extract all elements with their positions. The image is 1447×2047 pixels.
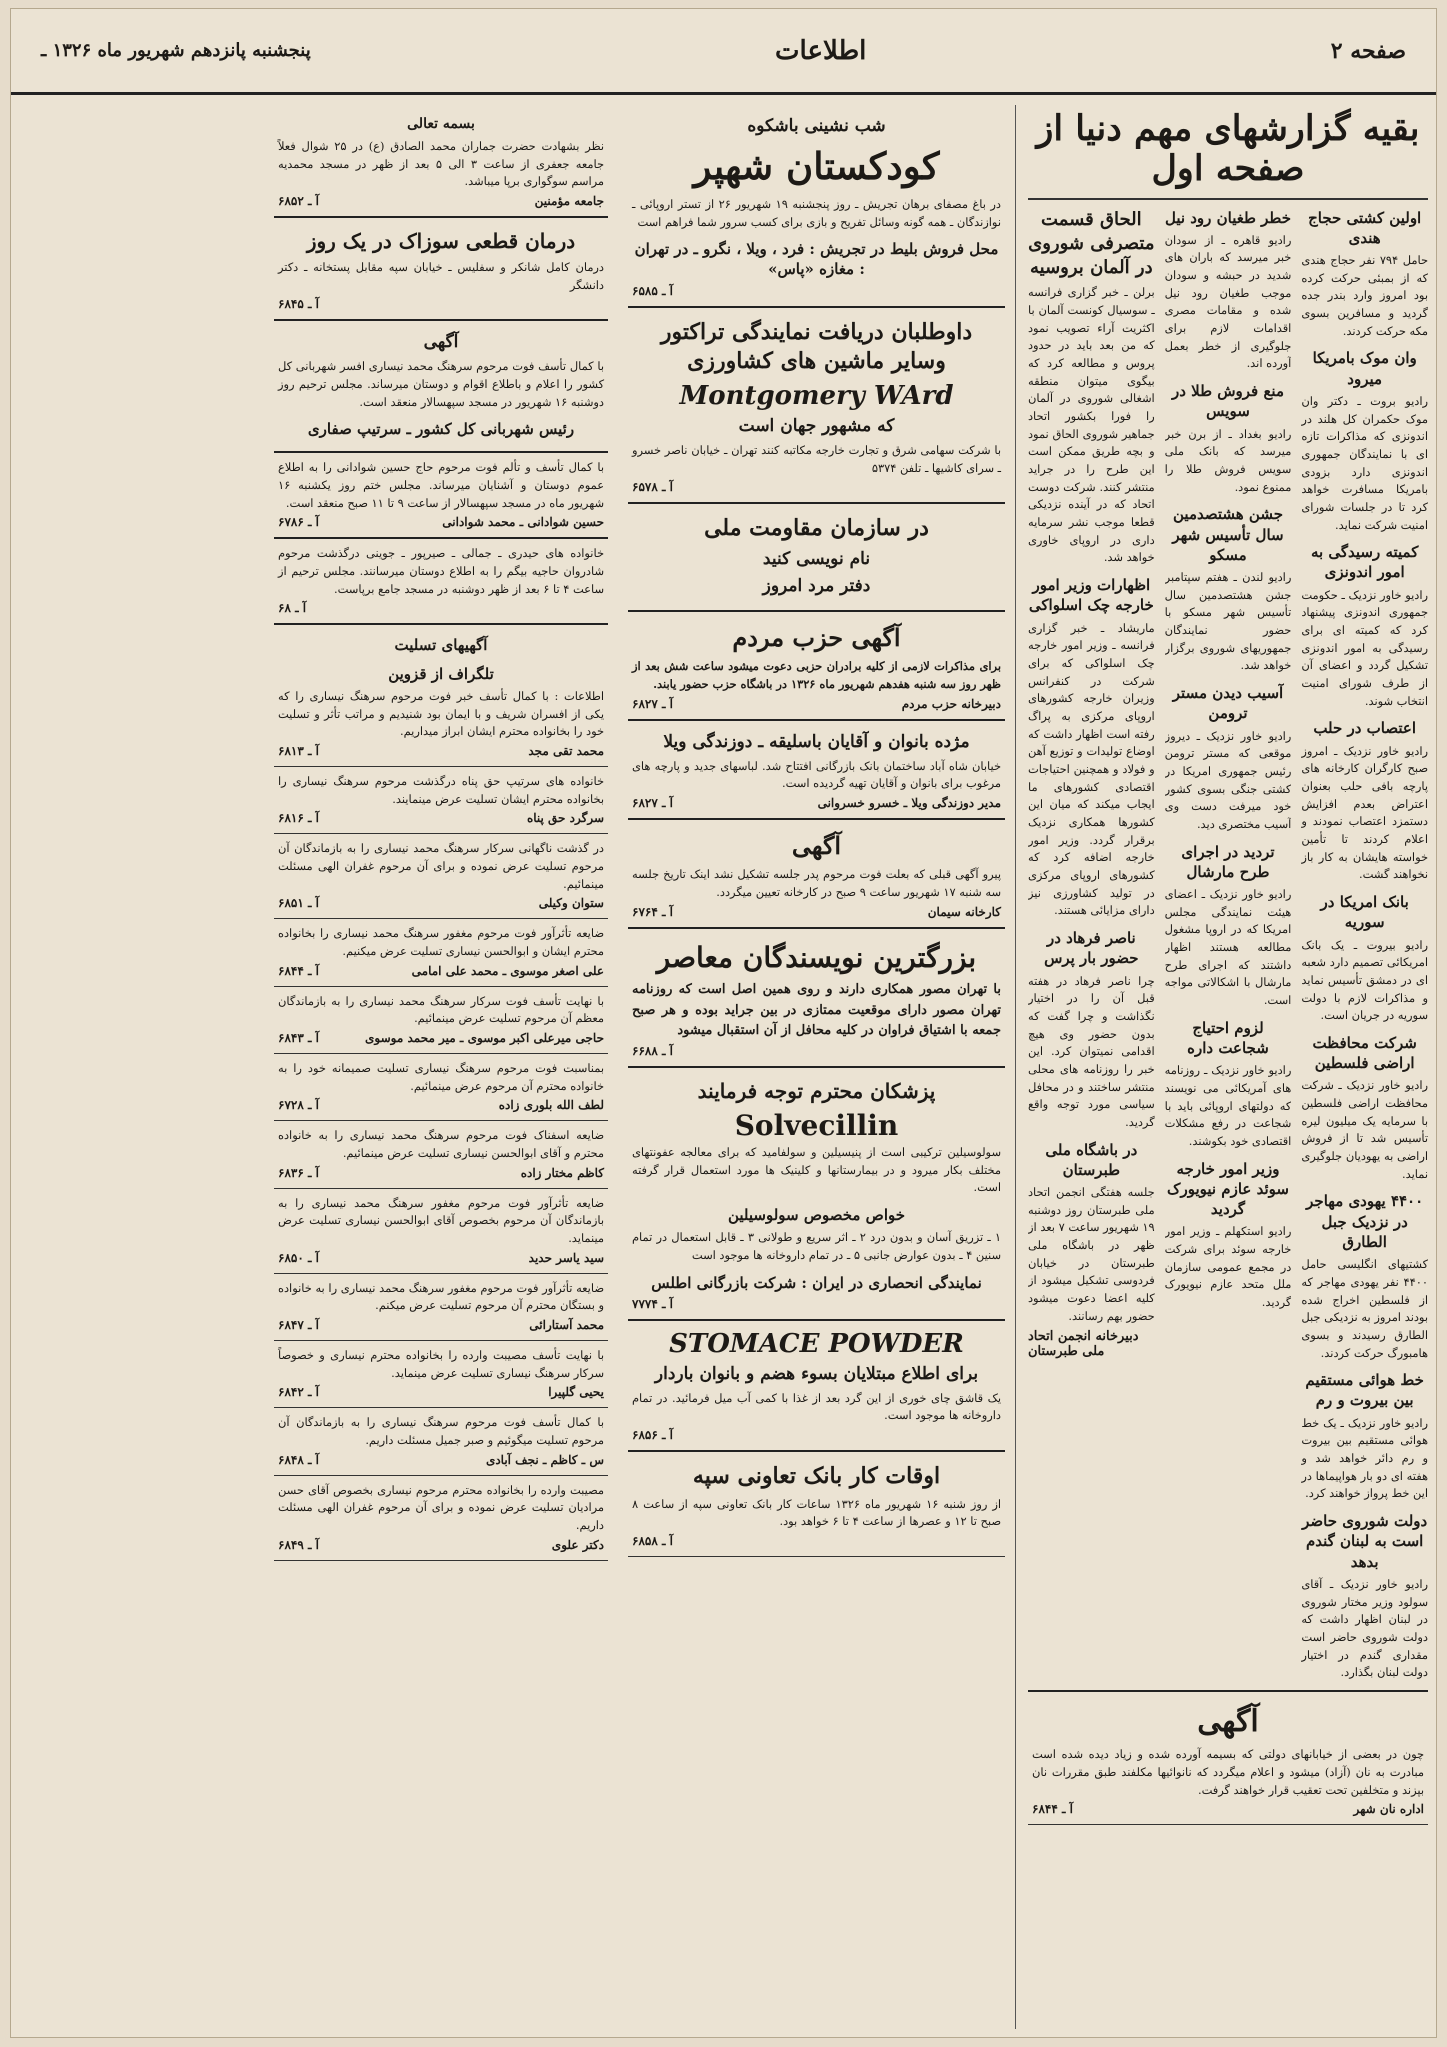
ad-code: آ ـ ۶۸۲۷ — [632, 795, 673, 810]
ad-subtitle: خواص مخصوص سولوسیلین — [727, 1205, 906, 1224]
ad-title: پزشکان محترم توجه فرمایند — [697, 1078, 936, 1103]
ad-code: آ ـ ۶۸۵۸ — [632, 1534, 673, 1549]
condolence-code: آ ـ ۶۸۴۳ — [278, 1031, 319, 1046]
ad-brand: STOMACE POWDER — [669, 1328, 964, 1359]
ads-column-center — [628, 105, 1016, 2029]
ad-code: آ ـ ۶۵۷۸ — [632, 480, 673, 495]
ad-title: تلگراف از قزوین — [388, 664, 494, 683]
condolence-code: آ ـ ۶۷۲۸ — [278, 1098, 319, 1113]
ad-title: آگهی — [791, 830, 842, 860]
condolence-entry — [274, 919, 608, 986]
ad-text: درمان کامل شانکر و سفلیس ـ خیابان سپه مقابل پستخانه ـ دکتر دانشگر — [278, 259, 604, 292]
ad-title: بسمه تعالی — [407, 116, 475, 132]
condolence-text: با کمال تأسف فوت مرحوم سرهنگ نیساری را به بازماندگان آن مرحوم تسلیت میگوئیم و صبر جمیل مسئلت داریم. — [278, 1415, 604, 1448]
story-title: کمیته رسیدگی به امور اندونزی — [1310, 543, 1419, 582]
ad-signature: دبیرخانه حزب مردم — [901, 696, 1001, 711]
world-news-headline: بقیه گزارشهای مهم دنیا از صفحه اول — [1028, 105, 1428, 200]
ad-text: با شرکت سهامی شرق و تجارت خارجه مکاتبه کنند تهران ـ خیابان ناصر خسرو ـ سرای کاشیها ـ تلفن ۵۳۷۴ — [632, 443, 1001, 475]
condolence-text: با نهایت تأسف فوت سرکار سرهنگ محمد نیساری را به بازماندگان معظم آن مرحوم تسلیت عرض مینمائیم. — [278, 993, 604, 1026]
ad-signature: اداره نان شهر — [1353, 1802, 1424, 1817]
story-text: رادیو خاور نزدیک ـ شرکت محافظت اراضی فلسطین با سرمایه یک میلیون لیره تأسیس شد تا از فروش اراضی به یهودیان جلوگیری نماید. — [1301, 1078, 1428, 1181]
ad-title: در سازمان مقاومت ملی — [704, 515, 929, 542]
story-text: رادیو خاور نزدیک ـ دیروز موقعی که مستر ترومن رئیس جمهوری امریکا در کشتی جنگی بسوی کشور خود میرفت دست وی آسیب مختصری دید. — [1164, 728, 1292, 831]
condolence-signature: ستوان وکیلی — [538, 896, 604, 911]
condolence-code: آ ـ ۶۸۵۰ — [278, 1250, 319, 1265]
ad-code: آ ـ ۷۷۷۴ — [632, 1296, 673, 1311]
ad-kindergarten — [628, 105, 1005, 308]
ad-code: آ ـ ۶۸۴۴ — [1032, 1802, 1073, 1817]
story-text: رادیو خاور نزدیک ـ آقای سولود وزیر مختار شوروی در لبنان اظهار داشت که دولت شوروی حاضر است مقداری گندم در اختیار دولت لبنان بگذارد. — [1301, 1576, 1428, 1680]
story-title: وان موک بامریکا میرود — [1312, 349, 1417, 388]
ad-text: در باغ مصفای برهان تجریش ـ روز پنجشنبه ۱۹ شهریور ۲۶ از تستر اروپائی ـ نوازندگان ـ همه گونه وسائل تفریح و بازی برای کسب سرور شما فراهم است — [632, 196, 1001, 229]
ad-code: آ ـ ۶۸۵۲ — [278, 193, 319, 208]
ad-text: با تهران مصور همکاری دارند و روی همین اصل است که روزنامه تهران مصور دارای موقعیت ممتازی در بین جراید بوده و هر صبح جمعه با اشتیاق فراوان در کلیه محافل از آن استقبال میشود — [632, 982, 1001, 1038]
story-text: رادیو بیروت ـ یک بانک امریکائی تصمیم دارد شعبه ای در دمشق تأسیس نماید و مذاکرات لازم با دولت سوریه در جریان است. — [1301, 937, 1428, 1023]
condolence-code: آ ـ ۶۸۵۱ — [278, 896, 319, 911]
condolence-entry — [274, 1476, 608, 1561]
ad-signature: مدیر دوزندگی ویلا ـ خسرو خسروانی — [817, 795, 1001, 810]
story-title: خط هوائی مستقیم بین بیروت و رم — [1305, 1371, 1424, 1410]
ad-text-bold: محل فروش بلیط در تجریش : فرد ، ویلا ، نگرو ـ در تهران : مغازه «پاس» — [634, 240, 999, 279]
story-text: رادیو خاور نزدیک ـ اعضای هیئت نمایندگی مجلس امریکا که در اروپا مشغول مطالعه هستند اظهار داشتند که اجرای طرح مارشال با اشکالاتی مواجه است. — [1164, 887, 1292, 1008]
section-title: آگهیهای تسلیت — [394, 636, 488, 655]
condolence-signature: دکتر علوی — [551, 1537, 604, 1552]
story-title: جشن هشتصدمین سال تأسیس شهر مسکو — [1172, 505, 1284, 564]
condolence-text: ضایعه تأثرآور فوت مرحوم مغفور سرهنگ محمد نیساری را بخانواده محترم ایشان و ابوالحسن نیساری تسلیت عرض میکنیم. — [278, 926, 604, 959]
ad-text: از روز شنبه ۱۶ شهریور ماه ۱۳۲۶ ساعات کار بانک تعاونی سپه از ساعت ۸ صبح تا ۱۲ و عصرها از ساعت ۴ تا ۶ خواهد بود. — [632, 1496, 1001, 1529]
ad-subtitle: که مشهور جهان است — [738, 416, 895, 437]
world-news-column — [1028, 105, 1428, 2029]
condolence-signature: حاجی میرعلی اکبر موسوی ـ میر محمد موسوی — [365, 1031, 604, 1046]
story-title: دولت شوروی حاضر است به لبنان گندم بدهد — [1302, 1512, 1428, 1571]
condolence-signature: سرگرد حق پناه — [526, 811, 604, 826]
story-title: خطر طغیان رود نیل — [1164, 208, 1292, 227]
condolence-code: آ ـ ۶۸۳۶ — [278, 1165, 319, 1180]
story-title: آسیب دیدن مستر ترومن — [1172, 684, 1284, 723]
ad-subtitle: نام نویسی کنید — [762, 549, 871, 570]
condolence-entry — [274, 1189, 608, 1274]
ad-subtitle: دفتر مرد امروز — [762, 576, 871, 596]
ad-title: داوطلبان دریافت نمایندگی تراکتور وسایر ماشین های کشاورزی — [660, 318, 973, 375]
story-title: اظهارات وزیر امور خارجه چک اسلواکی — [1028, 576, 1154, 615]
story-title: بانک امریکا در سوریه — [1320, 893, 1409, 932]
news-subcol-left — [1028, 200, 1155, 1682]
ad-text: چون در بعضی از خیابانهای دولتی که بسیمه آورده شده و زیاد دیده شده است مبادرت به نان (آزاد) میشود و اعلام میگردد که نانوائیها مکلفند طبق مقررات نان بپزند و متخلفین تحت تعقیب قرار خواهند گرفت. — [1032, 1747, 1424, 1797]
condolence-text: مصیبت وارده را بخانواده محترم مرحوم نیساری بخصوص آقای حسن مرادیان تسلیت عرض نموده و برای آن مرحوم غفران الهی مسئلت داریم. — [278, 1482, 604, 1533]
notice-mourning — [274, 105, 608, 218]
ad-code: آ ـ ۶۸۵۶ — [632, 1428, 673, 1443]
story-text: رادیو بروت ـ دکتر وان موک حکمران کل هلند در اندونزی که مذاکرات تازه ای با نمایندگان جمهوری اندونزی دارد بزودی بامریکا مسافرت خواهد کرد تا در جلسات شورای امنیت شرکت نماید. — [1301, 393, 1428, 532]
newspaper-page — [10, 8, 1437, 2038]
condolence-code: آ ـ ۶۸۴۷ — [278, 1318, 319, 1333]
story-text: رادیو خاور نزدیک ـ حکومت جمهوری اندونزی پیشنهاد کرد که کمیته ای برای رسیدگی به امور اندونزی تشکیل گردد و اعضای آن از طرف شورای امنیت انتخاب شوند. — [1301, 587, 1428, 708]
story-text: رادیو لندن ـ هفتم سپتامبر جشن هشتصدمین سال تأسیس شهر مسکو با حضور نمایندگان جمهوریهای شوروی برگزار خواهد شد. — [1164, 570, 1292, 673]
condolence-code: آ ـ ۶۸۴۲ — [278, 1385, 319, 1400]
ad-kicker: شب نشینی باشکوه — [747, 116, 886, 136]
ad-text: سولوسیلین ترکیبی است از پنیسیلین و سولفامید که برای معالجه عفونتهای مختلف بکار میرود و در بیمارستانها و کلینیک ها مورد استعمال قرار گرفته است. — [632, 1144, 1001, 1195]
story-text: برلن ـ خبر گزاری فرانسه ـ سوسیال کونست آلمان با اکثریت آراء تصویب نمود که من بعد باید در حدود پروس و مطالعه کرد که بیگوی میتوان منطقه اشغالی شوروی در آلمان را فورا بکشور اتحاد جماهیر شوروی الحاق نمود و بچه طریق ممکن است این طرح را در جراید منتشر کنند. شرکت دوست اتحاد که در آینده نزدیکی قطعا موجب نشر سرمایه داری در اروپای خاوری خواهد شد. — [1028, 285, 1155, 565]
ad-text: پیرو آگهی قبلی که بعلت فوت مرحوم پدر جلسه تشکیل نشد اینک تاریخ جلسه سه شنبه ۱۷ شهریور ساعت ۹ صبح در کارخانه تعیین میگردد. — [632, 867, 1001, 900]
masthead — [11, 9, 1436, 95]
ad-code: آ ـ ۶۸ — [278, 601, 307, 616]
ad-tehran-mosavar — [628, 929, 1005, 1068]
ad-text: نظر بشهادت حضرت جماران محمد الصادق (ع) در ۲۵ شوال فعلاً جامعه جعفری از ساعت ۳ الی ۵ بعد از ظهر در مسجد محمدیه مراسم سوگواری برپا میباشد. — [278, 138, 605, 189]
condolence-text: ضایعه اسفناک فوت مرحوم سرهنگ محمد نیساری را به خانواده محترم و آقای ابوالحسن نیساری تسلیت عرض مینمائیم. — [278, 1128, 604, 1161]
condolence-entry — [274, 767, 608, 834]
story-title: اولین کشتی حجاج هندی — [1308, 208, 1422, 247]
condolence-signature: سید یاسر حدید — [528, 1250, 604, 1265]
story-signature: دبیرخانه انجمن اتحاد ملی طبرستان — [1028, 1329, 1139, 1360]
ad-title: درمان قطعی سوزاک در یک روز — [306, 228, 576, 253]
ad-code: آ ـ ۶۵۸۵ — [632, 283, 673, 298]
ad-solvecillin — [628, 1068, 1005, 1321]
condolence-text: بمناسبت فوت مرحوم سرهنگ نیساری تسلیت صمیمانه خود را به خانواده محترم آن مرحوم عرض مینمائیم. — [278, 1061, 604, 1093]
ad-title: آگهی — [423, 332, 459, 353]
paper-name: اطلاعات — [775, 35, 867, 66]
story-title: لزوم احتیاج شجاعت داره — [1187, 1018, 1269, 1058]
story-title: الحاق قسمت متصرفی شوروی در آلمان بروسیه — [1028, 208, 1155, 279]
condolence-text: در گذشت ناگهانی سرکار سرهنگ محمد نیساری را به بازماندگان آن مرحوم تسلیت عرض نموده و برای آن مرحوم غفران الهی مسئلت مینمائیم. — [278, 841, 604, 891]
condolence-signature: لطف الله بلوری زاده — [498, 1098, 604, 1113]
ad-code: آ ـ ۶۷۸۶ — [278, 515, 319, 530]
condolence-signature: محمد آستارائی — [529, 1318, 604, 1333]
story-text: رادیو خاور نزدیک ـ روزنامه های آمریکائی می نویسند که دولتهای اروپائی باید با شجاعت در رفع مشکلات اقتصادی خود بکوشند. — [1164, 1063, 1292, 1149]
story-text: رادیو استکهلم ـ وزیر امور خارجه سوئد برای شرکت در مجمع عمومی سازمان ملل متحد عازم نیویورک گردید. — [1164, 1224, 1292, 1310]
ad-brand: Solvecillin — [734, 1108, 899, 1142]
condolence-text: ضایعه تأثرآور فوت مرحوم مغفور سرهنگ محمد نیساری را به خانواده و بستگان محترم آن مرحوم تسلیت عرض میکنم. — [278, 1280, 604, 1313]
ad-signature: رئیس شهربانی کل کشور ـ سرتیپ صفاری — [307, 420, 575, 439]
ad-title: آگهی — [1197, 1703, 1259, 1739]
ad-tailor — [628, 721, 1005, 820]
ad-code: آ ـ ۶۸۱۳ — [278, 744, 319, 758]
condolence-signature: علی اصغر موسوی ـ محمد علی امامی — [411, 963, 604, 978]
story-title: ۴۴۰۰ یهودی مهاجر در نزدیک جبل الطارق — [1306, 1192, 1424, 1251]
ad-code: آ ـ ۶۸۲۷ — [632, 696, 673, 711]
page-number: صفحه ۲ — [1330, 37, 1406, 64]
ad-signature: حسین شوادانی ـ محمد شوادانی — [442, 515, 604, 530]
ad-title: اوقات کار بانک تعاونی سپه — [692, 1463, 941, 1490]
ad-signature: محمد تقی مجد — [528, 744, 604, 758]
story-text: رادیو خاور نزدیک ـ یک خط هوائی مستقیم بین بیروت و رم دائر خواهد شد و هفته ای دو بار هواپیماها در این خط پرواز خواهند کرد. — [1301, 1415, 1428, 1501]
condolence-text: خانواده های سرتیپ حق پناه درگذشت مرحوم سرهنگ نیساری را بخانواده محترم ایشان تسلیت عرض مینمایند. — [278, 774, 604, 806]
story-title: تردید در اجرای طرح مارشال — [1181, 842, 1275, 881]
condolence-signature: س ـ کاظم ـ نجف آبادی — [485, 1452, 604, 1467]
ad-title: آگهی حزب مردم — [732, 622, 901, 652]
condolence-entry — [274, 834, 608, 919]
condolence-text: ضایعه تأثرآور فوت مرحوم مغفور سرهنگ محمد نیساری را به بازماندگان آن مرحوم بخصوص آقای ابوالحسن نیساری تسلیت عرض مینماید. — [278, 1195, 604, 1246]
story-text: رادیو بغداد ـ از برن خبر میرسد که بانک ملی سویس فروش طلا را ممنوع نمود. — [1164, 426, 1292, 494]
condolence-entry — [274, 1274, 608, 1341]
ad-title: بزرگترین نویسندگان معاصر — [656, 940, 977, 974]
ad-clinic — [274, 218, 608, 321]
ad-tractor-dealers — [628, 308, 1005, 505]
news-subcol-right — [1301, 200, 1428, 1682]
ad-brand: Montgomery WArd — [679, 381, 954, 412]
condolence-entry — [274, 1054, 608, 1121]
issue-date: پنجشنبه پانزدهم شهریور ماه ۱۳۲۶ ـ — [41, 40, 311, 61]
news-subcol-middle — [1165, 200, 1292, 1682]
ad-sepah-bank — [628, 1452, 1005, 1557]
condolence-entry — [274, 1121, 608, 1188]
ad-text: با کمال تأسف فوت مرحوم سرهنگ محمد نیساری افسر شهربانی کل کشور را اعلام و باطلاع اقوام و دوستان میرساند. مجلس ترحیم روز دوشنبه ۱۶ شهریور در مسجد سپهسالار منعقد است. — [278, 359, 604, 409]
ad-text: اطلاعات : با کمال تأسف خبر فوت مرحوم سرهنگ نیساری را که یکی از افسران شریف و با ایمان بود شنیدیم و مراتب تأثر و تسلیت خود را بخانواده محترم ایشان ابراز میداریم. — [278, 688, 604, 739]
condolence-code: آ ـ ۶۸۴۹ — [278, 1537, 319, 1552]
story-title: در باشگاه ملی طبرستان — [1045, 1140, 1138, 1179]
condolence-code: آ ـ ۶۸۴۸ — [278, 1452, 319, 1467]
story-text: جلسه هفتگی انجمن اتحاد ملی طبرستان روز دوشنبه ۱۹ شهریور ساعت ۷ بعد از ظهر در باشگاه ملی طبرستان در خیابان فردوسی تشکیل میشود از کلیه اعضا دعوت میشود حضور بهم رسانند. — [1028, 1185, 1155, 1323]
ad-code: آ ـ ۶۷۶۴ — [632, 904, 673, 919]
ad-title: مژده بانوان و آقایان باسلیقه ـ دوزندگی ویلا — [663, 731, 970, 752]
bread-notice — [1028, 1690, 1428, 1826]
story-title: وزیر امور خارجه سوئد عازم نیویورک گردید — [1167, 1159, 1289, 1219]
condolence-section — [274, 625, 608, 767]
story-title: ناصر فرهاد در حضور بار پرس — [1044, 929, 1139, 968]
condolence-code: آ ـ ۶۸۴۴ — [278, 963, 319, 978]
ad-text: یک قاشق چای خوری از این گرد بعد از غذا با کمی آب میل فرمائید. در تمام داروخانه ها موجود است. — [632, 1390, 1001, 1423]
ad-text: خانواده های حیدری ـ جمالی ـ صیرپور ـ جوینی درگذشت مرحوم شادروان حاجیه بیگم را به اطلاع دوستان میرسانند. مجلس ترحیم از ساعت ۴ تا ۶ بعد از ظهر دوشنبه در مسجد جامع برپاست. — [278, 546, 604, 596]
condolence-entry — [274, 1408, 608, 1475]
notice-funeral-2 — [274, 539, 608, 625]
ad-signature: کارخانه سیمان — [927, 904, 1001, 919]
notice-funeral-1 — [274, 453, 608, 539]
ad-title: برای اطلاع مبتلایان بسوء هضم و بانوان باردار — [654, 1363, 979, 1384]
condolence-list — [274, 767, 608, 1561]
story-text: کشتیهای انگلیسی حامل ۴۴۰۰ نفر یهودی مهاجر که از فلسطین اخراج شده بودند امروز به نزدیکی جبل الطارق رسیدند و بسوی هامبورگ حرکت کردند. — [1301, 1257, 1428, 1360]
ad-text: ۱ ـ تزریق آسان و بدون درد ۲ ـ اثر سریع و طولانی ۳ ـ قابل استعمال در تمام سنین ۴ ـ بدون عوارض جانبی ۵ ـ در تمام داروخانه ها موجود است — [632, 1230, 1002, 1262]
ad-signature: نمایندگی انحصاری در ایران : شرکت بازرگانی اطلس — [651, 1273, 982, 1292]
ad-stomach-powder — [628, 1321, 1005, 1452]
condolence-entry — [274, 987, 608, 1054]
notice-police — [274, 321, 608, 453]
condolence-signature: کاظم مختار زاده — [520, 1165, 604, 1180]
ad-text: برای مذاکرات لازمی از کلیه برادران حزبی دعوت میشود ساعت شش بعد از ظهر روز سه شنبه هفدهم شهریور ماه ۱۳۲۶ در باشگاه حزب حضور یابند. — [632, 659, 1001, 691]
notices-column — [274, 105, 608, 2029]
condolence-text: با نهایت تأسف مصیبت وارده را بخانواده محترم نیساری و خصوصاً سرکار سرهنگ نیساری تسلیت عرض مینماید. — [278, 1348, 604, 1380]
ad-code: آ ـ ۶۸۴۵ — [278, 297, 319, 312]
ad-signature: جامعه مؤمنین — [534, 193, 604, 208]
story-text: رادیو قاهره ـ از سودان خبر میرسد که باران های شدید در حبشه و سودان موجب طغیان رود نیل شده و مقامات مصری اقدامات لازم برای جلوگیری از خطر بعمل آورده اند. — [1164, 232, 1292, 371]
ad-text: با کمال تأسف و تألم فوت مرحوم حاج حسین شوادانی را به اطلاع عموم دوستان و آشنایان میرساند. مجلس ختم روز یکشنبه ۱۶ شهریور ماه در مسجد سپهسالار از ساعت ۹ تا ۱۱ صبح منعقد است. — [278, 460, 604, 510]
ad-title: کودکستان شهپر — [693, 143, 940, 188]
story-text: ماریشاد ـ خبر گزاری فرانسه ـ وزیر امور خارجه چک اسلواکی که برای شرکت در کنفرانس وزیران خارجه کشورهای اروپای مرکزی به پراگ رفته است اظهار داشت که اوضاع تولیدات و توزیع آهن و فولاد و همچنین احتیاجات اقتصادی کشورهای ما ایجاب میکند که میان این کشورها همکاری نزدیک برقرار گردد. وزیر امور خارجه اضافه کرد که کشورهای اروپای مرکزی در تولید کشاورزی نیز دارای مزایائی هستند. — [1028, 620, 1155, 918]
ad-code: آ ـ ۶۶۸۸ — [632, 1043, 673, 1058]
ad-resistance-org — [628, 504, 1005, 612]
ad-party — [628, 612, 1005, 721]
story-text: چرا ناصر فرهاد در هفته قبل آن را در اختیار نگذاشت و چرا گفت که بدون حضور وی هیچ اقدامی نمیتوان کرد. این خبر را روزنامه های محلی منتشر ساختند و در محافل سیاسی مورد توجه واقع گردید. — [1028, 973, 1155, 1129]
condolence-entry — [274, 1341, 608, 1408]
ad-cement — [628, 820, 1005, 929]
story-title: شرکت محافظت اراضی فلسطین — [1312, 1033, 1417, 1073]
story-title: منع فروش طلا در سویس — [1171, 382, 1284, 421]
story-text: رادیو خاور نزدیک ـ امروز صبح کارگران کارخانه های پارچه بافی حلب بعنوان اعتراض بعدم افزایش دستمزد اعتصاب نمودند و اعلام کردند تا تأمین خواسته هایشان به کار باز نخواهند گشت. — [1301, 743, 1428, 882]
condolence-signature: یحیی گلپیرا — [548, 1385, 604, 1400]
story-title: اعتصاب در حلب — [1313, 719, 1416, 738]
condolence-code: آ ـ ۶۸۱۶ — [278, 811, 319, 826]
story-text: حامل ۷۹۴ نفر حجاج هندی که از بمبئی حرکت کرده بود امروز وارد بندر جده گردید و مسافرین بسوی مکه حرکت کردند. — [1301, 253, 1428, 338]
ad-text: خیابان شاه آباد ساختمان بانک بازرگانی افتتاح شد. لباسهای جدید و پارچه های مرغوب برای بانوان و آقایان تهیه گردیده است. — [632, 758, 1001, 791]
